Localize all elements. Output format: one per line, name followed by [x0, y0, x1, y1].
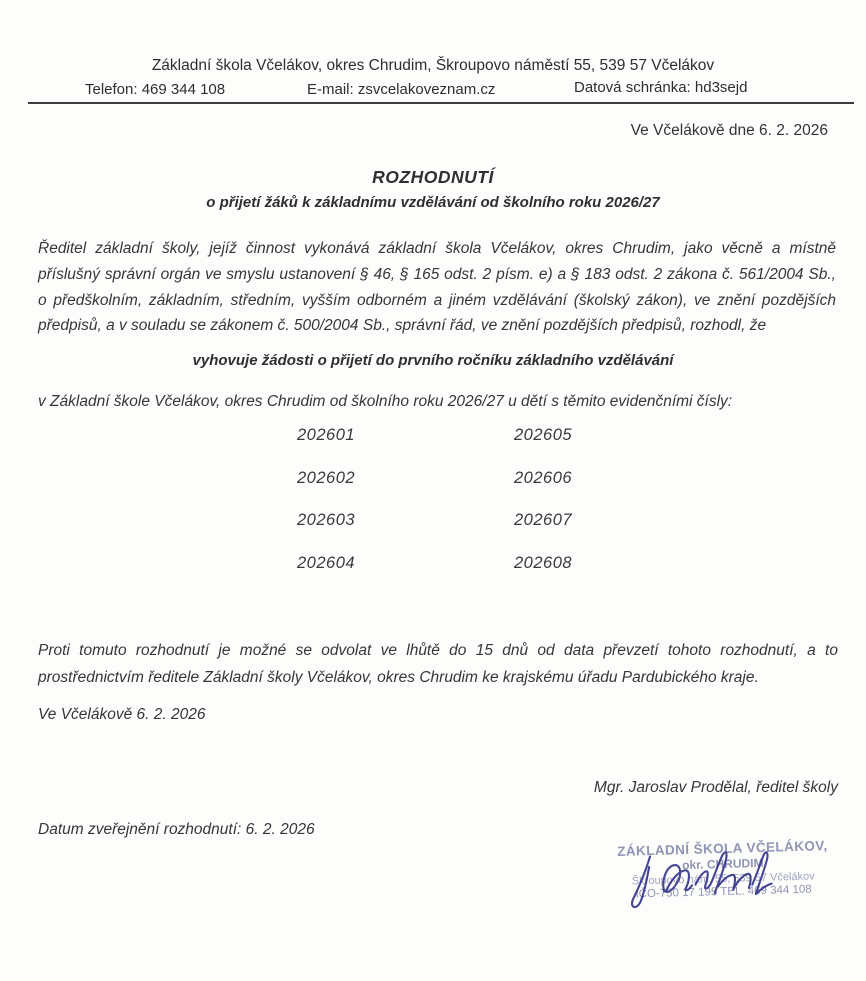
registration-number: 202602 [297, 468, 356, 487]
registration-numbers-column-2 [514, 426, 572, 577]
registration-numbers-column-1 [297, 426, 355, 577]
registration-number: 202603 [297, 511, 356, 529]
letterhead-divider [28, 102, 854, 104]
appeal-instructions-paragraph: Proti tomuto rozhodnutí je možné se odvolat ve lhůtě do 15 dnů od data převzetí tohoto rozhodnutí, a to prostřednictvím ředitele Základní školy Včelákov, okres Chrudim ke krajskému úřadu Pardubického kraje. [38, 642, 838, 686]
letterhead-email: E-mail: zsvcelakoveznam.cz [307, 81, 496, 98]
letterhead-phone: Telefon: 469 344 108 [85, 81, 226, 98]
closing-place-date: Ve Včelákově 6. 2. 2026 [38, 706, 206, 723]
registration-number: 202606 [514, 468, 573, 487]
document-title: ROZHODNUTÍ [372, 167, 494, 187]
signer-name-title: Mgr. Jaroslav Prodělal, ředitel školy [593, 779, 838, 796]
registration-number: 202607 [514, 511, 573, 529]
stamp-district: okr. CHRUDIM [681, 855, 764, 873]
document-date-line: Ve Včelákově dne 6. 2. 2026 [630, 122, 828, 139]
decision-body-paragraph: Ředitel základní školy, jejíž činnost vykonává základní škola Včelákov, okres Chrudim, jako věcně a místně příslušný správní orgán ve smyslu ustanovení § 46, § 165 odst. 2 písm. e) a § 183 odst. 2 zákona č. 561/2004 Sb., o předškolním, základním, středním, vyšším odborném a jiném vzdělávání (školský zákon), ve znění pozdějších předpisů, a v souladu se zákonem č. 500/2004 Sb., správní řád, ve znění pozdějších předpisů, rozhodl, že [38, 240, 836, 335]
registration-number: 202604 [297, 553, 356, 572]
registration-number: 202601 [297, 426, 356, 444]
stamp-ico-phone: IČO-750 17 195 TEL. 469 344 108 [635, 883, 812, 901]
registration-number: 202608 [514, 553, 573, 572]
school-letterhead-address: Základní škola Včelákov, okres Chrudim, Škroupovo náměstí 55, 539 57 Včelákov [151, 57, 715, 74]
verdict-statement: vyhovuje žádosti o přijetí do prvního ročníku základního vzdělávání [192, 352, 674, 369]
stamp-school-name: ZÁKLADNÍ ŠKOLA VČELÁKOV, [617, 838, 828, 859]
publication-date-line: Datum zveřejnění rozhodnutí: 6. 2. 2026 [38, 821, 315, 838]
letterhead-databox: Datová schránka: hd3sejd [574, 79, 748, 96]
registration-list-intro: v Základní škole Včelákov, okres Chrudim od školního roku 2026/27 u dětí s těmito evidenčními čísly: [38, 393, 733, 410]
handwritten-signature [615, 845, 790, 917]
registration-number: 202605 [514, 426, 573, 444]
stamp-address: Škroupovo nám. 55, 539 57 Včelákov [631, 870, 815, 888]
document-subtitle: o přijetí žáků k základnímu vzdělávání od školního roku 2026/27 [206, 194, 660, 211]
